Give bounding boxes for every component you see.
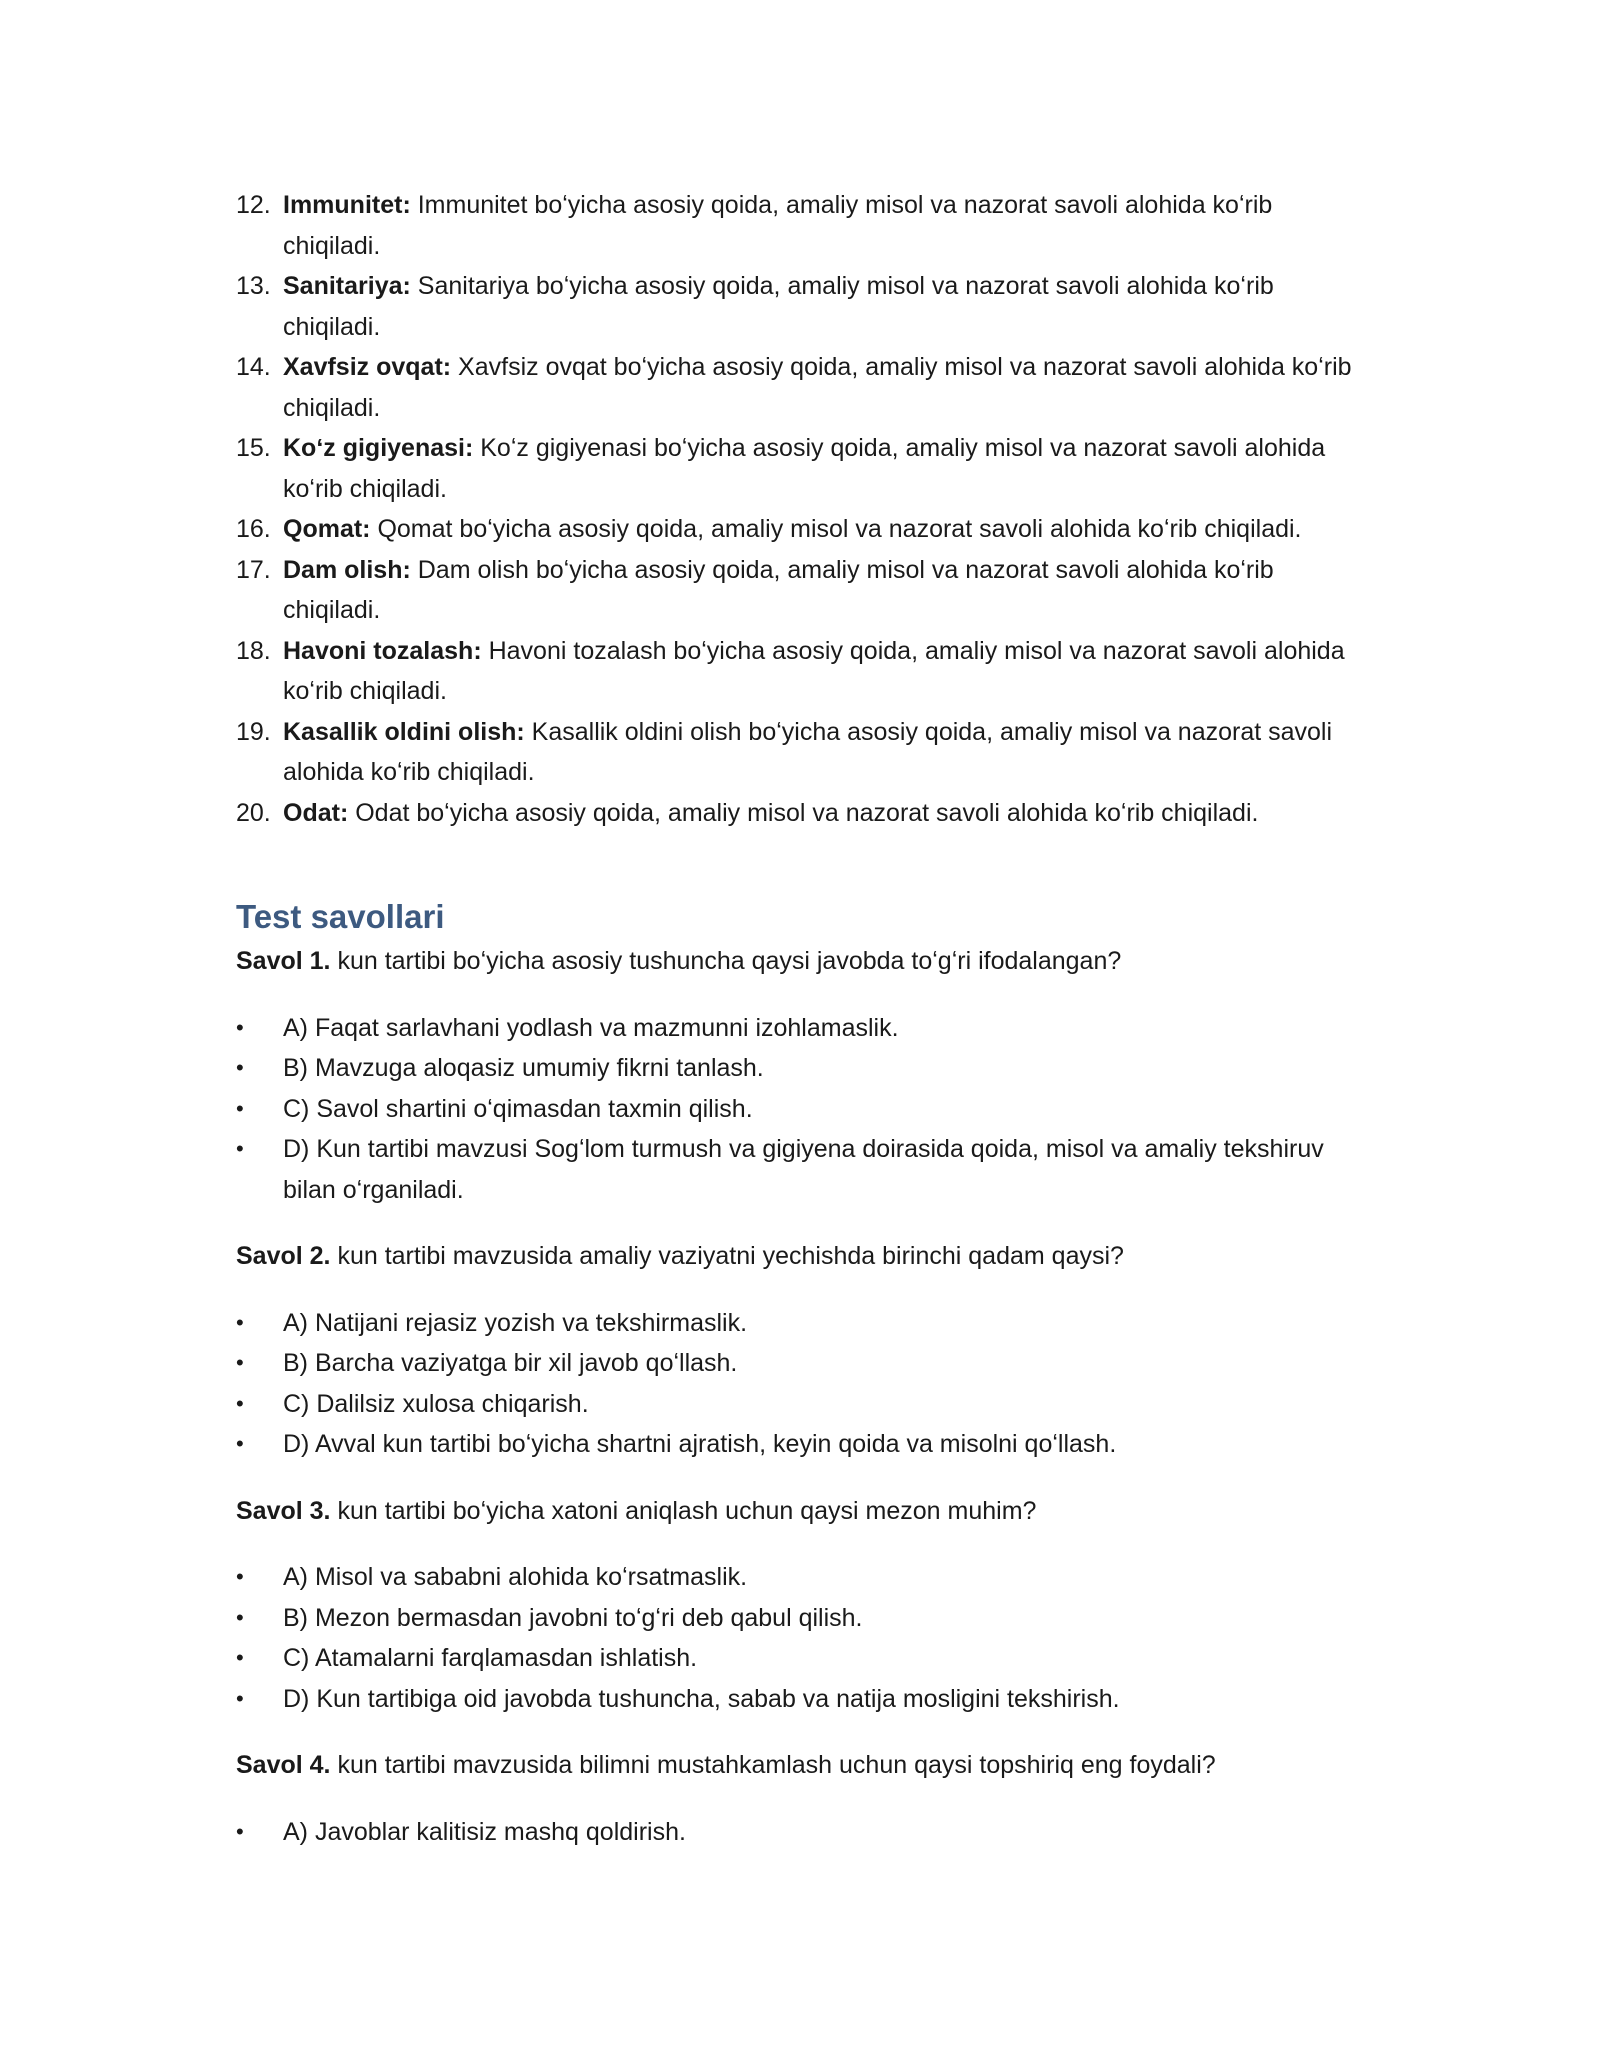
answer-option — [236, 1048, 1366, 1089]
item-text: Kasallik oldini olish boʻyicha asosiy qoida, amaliy misol va nazorat savoli alohida koʻrib chiqiladi. — [283, 717, 1333, 786]
item-number: 16. — [236, 515, 271, 543]
option-text: C) Savol shartini oʻqimasdan taxmin qilish. — [283, 1094, 753, 1123]
list-item — [236, 712, 1366, 793]
answer-option — [236, 1557, 1366, 1598]
bullet-icon: • — [236, 1136, 244, 1161]
question-label: Savol 2. — [236, 1242, 331, 1270]
item-body — [283, 631, 1366, 712]
bullet-icon: • — [236, 1431, 244, 1456]
section-heading: Test savollari — [236, 898, 445, 935]
item-text: Immunitet boʻyicha asosiy qoida, amaliy misol va nazorat savoli alohida koʻrib chiqiladi. — [283, 191, 1273, 260]
item-number: 13. — [236, 272, 271, 300]
option-text: D) Avval kun tartibi boʻyicha shartni ajratish, keyin qoida va misolni qoʻllash. — [283, 1430, 1117, 1458]
option-text: A) Misol va sababni alohida koʻrsatmaslik. — [283, 1563, 748, 1591]
option-text: C) Atamalarni farqlamasdan ishlatish. — [283, 1644, 698, 1672]
question — [236, 1745, 1366, 1786]
item-number: 17. — [236, 555, 271, 584]
answer-option — [236, 1303, 1366, 1344]
item-text: Xavfsiz ovqat boʻyicha asosiy qoida, amaliy misol va nazorat savoli alohida koʻrib chiqiladi. — [283, 353, 1352, 422]
bullet-icon: • — [236, 1390, 244, 1416]
item-term: Qomat: — [283, 515, 371, 543]
option-text: A) Javoblar kalitisiz mashq qoldirish. — [283, 1817, 686, 1846]
answer-option — [236, 1343, 1366, 1384]
answer-option — [236, 1638, 1366, 1679]
option-text: A) Natijani rejasiz yozish va tekshirmaslik. — [283, 1308, 748, 1337]
bullet-icon: • — [236, 1685, 244, 1711]
question-label: Savol 1. — [236, 947, 331, 975]
bullet-icon: • — [236, 1645, 244, 1670]
question — [236, 1491, 1366, 1532]
item-text: Havoni tozalash boʻyicha asosiy qoida, amaliy misol va nazorat savoli alohida koʻrib chiqiladi. — [283, 636, 1345, 705]
item-term: Kasallik oldini olish: — [283, 717, 525, 746]
question-text: kun tartibi mavzusida bilimni mustahkamlash uchun qaysi topshiriq eng foydali? — [330, 1751, 1216, 1779]
item-body — [283, 712, 1366, 793]
item-number: 18. — [236, 636, 271, 665]
bullet-icon: • — [236, 1014, 244, 1040]
option-text: B) Mavzuga aloqasiz umumiy fikrni tanlash. — [283, 1054, 764, 1082]
answer-options — [236, 1812, 1366, 1853]
item-body — [283, 509, 1366, 550]
list-item — [236, 550, 1366, 631]
list-item — [236, 185, 1366, 266]
numbered-list — [236, 185, 1366, 833]
item-body — [283, 428, 1366, 509]
bullet-icon: • — [236, 1095, 244, 1121]
answer-option — [236, 1598, 1366, 1639]
item-body — [283, 185, 1366, 266]
item-term: Xavfsiz ovqat: — [283, 353, 452, 381]
question-text: kun tartibi boʻyicha asosiy tushuncha qaysi javobda toʻgʻri ifodalangan? — [330, 947, 1122, 975]
option-text: A) Faqat sarlavhani yodlash va mazmunni izohlamaslik. — [283, 1013, 899, 1042]
option-text: D) Kun tartibi mavzusi Sogʻlom turmush va gigiyena doirasida qoida, misol va amaliy tekshiruv bilan oʻrganiladi. — [283, 1135, 1324, 1204]
item-number: 20. — [236, 798, 271, 827]
question-label: Savol 3. — [236, 1496, 331, 1525]
question — [236, 1236, 1366, 1277]
bullet-icon: • — [236, 1818, 244, 1844]
item-text: Dam olish boʻyicha asosiy qoida, amaliy misol va nazorat savoli alohida koʻrib chiqiladi. — [283, 555, 1274, 624]
answer-option — [236, 1424, 1366, 1465]
answer-options — [236, 1303, 1366, 1465]
list-item — [236, 347, 1366, 428]
answer-options — [236, 1008, 1366, 1211]
list-item — [236, 793, 1366, 834]
answer-option — [236, 1679, 1366, 1720]
option-text: B) Barcha vaziyatga bir xil javob qoʻllash. — [283, 1349, 738, 1377]
item-number: 14. — [236, 353, 271, 381]
list-item — [236, 266, 1366, 347]
item-number: 12. — [236, 191, 271, 219]
answer-options — [236, 1557, 1366, 1719]
list-item — [236, 428, 1366, 509]
question-text: kun tartibi boʻyicha xatoni aniqlash uchun qaysi mezon muhim? — [330, 1496, 1037, 1525]
option-text: C) Dalilsiz xulosa chiqarish. — [283, 1389, 589, 1418]
question-text: kun tartibi mavzusida amaliy vaziyatni yechishda birinchi qadam qaysi? — [330, 1242, 1124, 1270]
item-term: Koʻz gigiyenasi: — [283, 434, 474, 462]
bullet-icon: • — [236, 1309, 244, 1335]
question — [236, 941, 1366, 982]
item-term: Dam olish: — [283, 555, 411, 584]
list-item — [236, 631, 1366, 712]
bullet-icon: • — [236, 1055, 244, 1080]
item-body — [283, 550, 1366, 631]
list-item — [236, 509, 1366, 550]
item-text: Qomat boʻyicha asosiy qoida, amaliy misol va nazorat savoli alohida koʻrib chiqiladi. — [370, 515, 1302, 543]
answer-option — [236, 1384, 1366, 1425]
answer-option — [236, 1089, 1366, 1130]
item-text: Sanitariya boʻyicha asosiy qoida, amaliy misol va nazorat savoli alohida koʻrib chiqiladi. — [283, 272, 1274, 341]
option-text: B) Mezon bermasdan javobni toʻgʻri deb qabul qilish. — [283, 1603, 863, 1632]
item-term: Immunitet: — [283, 191, 411, 219]
document-page — [236, 185, 1366, 1852]
item-body — [283, 347, 1366, 428]
item-term: Odat: — [283, 798, 349, 827]
option-text: D) Kun tartibiga oid javobda tushuncha, sabab va natija mosligini tekshirish. — [283, 1684, 1120, 1713]
bullet-icon: • — [236, 1350, 244, 1375]
bullet-icon: • — [236, 1604, 244, 1630]
bullet-icon: • — [236, 1564, 244, 1589]
item-text: Odat boʻyicha asosiy qoida, amaliy misol va nazorat savoli alohida koʻrib chiqiladi. — [348, 798, 1259, 827]
item-number: 19. — [236, 717, 271, 746]
item-body — [283, 266, 1366, 347]
item-text: Koʻz gigiyenasi boʻyicha asosiy qoida, amaliy misol va nazorat savoli alohida koʻrib chiqiladi. — [283, 434, 1326, 503]
item-term: Sanitariya: — [283, 272, 411, 300]
item-number: 15. — [236, 434, 271, 462]
answer-option — [236, 1129, 1366, 1210]
answer-option — [236, 1812, 1366, 1853]
answer-option — [236, 1008, 1366, 1049]
item-term: Havoni tozalash: — [283, 636, 482, 665]
question-label: Savol 4. — [236, 1751, 331, 1779]
item-body — [283, 793, 1366, 834]
